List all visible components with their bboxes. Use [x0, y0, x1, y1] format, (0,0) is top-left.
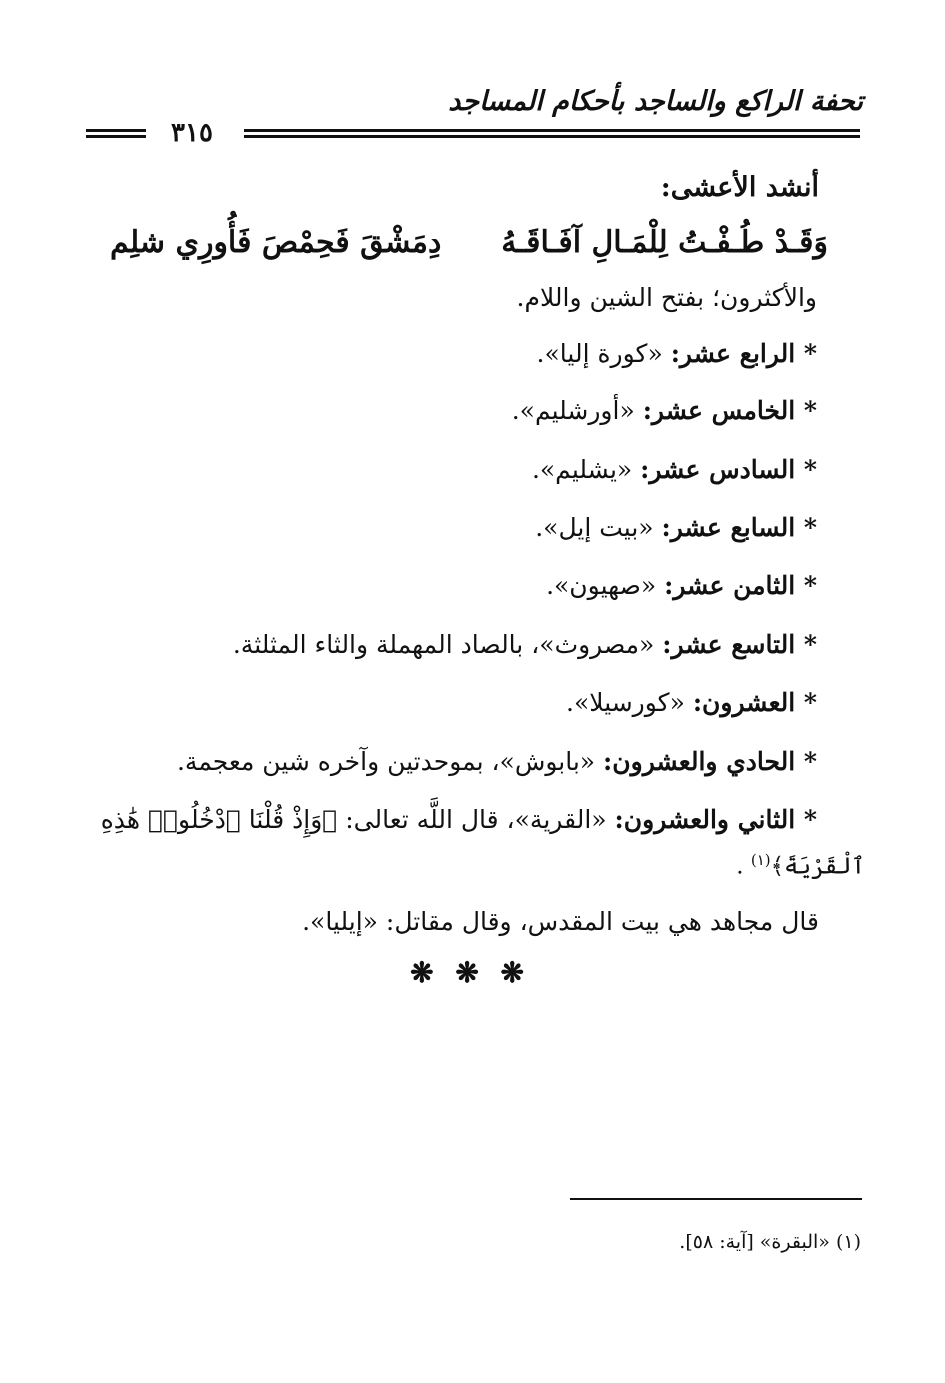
- sentence-end: .: [736, 853, 751, 880]
- verse-second-hemistich: دِمَشْقَ فَحِمْصَ فَأُورِي شلِم: [110, 225, 442, 260]
- list-item-text: «كورة إليا».: [536, 339, 671, 368]
- section-divider-stars: ❋ ❋ ❋: [410, 956, 530, 989]
- list-item: [177, 744, 817, 780]
- list-item-label: * الثاني والعشرون:: [614, 805, 817, 834]
- list-item-text: «بيت إيل».: [535, 513, 662, 542]
- list-item-text: «بابوش»، بموحدتين وآخره شين معجمة.: [176, 747, 604, 776]
- list-item: [101, 802, 817, 838]
- page-number: ٣١٥: [171, 118, 213, 148]
- header-rule-right: [244, 129, 860, 141]
- mujahid-line: قال مجاهد هي بيت المقدس، وقال مقاتل: «إيليا».: [302, 907, 819, 936]
- list-item-label: * الحادي والعشرون:: [603, 747, 817, 776]
- list-item-label: * السابع عشر:: [661, 513, 817, 542]
- list-item-label: * التاسع عشر:: [662, 630, 817, 659]
- running-title: تحفة الراكع والساجد بأحكام المساجد: [448, 86, 863, 117]
- list-item-label: * الرابع عشر:: [670, 339, 817, 368]
- list-item: [566, 685, 817, 721]
- list-item-text: «القرية»، قال اللَّه تعالى: ﴿وَإِذْ قُلْنَا ٱدْخُلُوا۟ هَٰذِهِ: [100, 805, 615, 834]
- list-item-continuation: [736, 842, 865, 885]
- quran-quote-end: ٱلْقَرْيَةَ﴾: [770, 853, 865, 880]
- list-item-label: * السادس عشر:: [640, 455, 817, 484]
- list-item-text: «كورسيلا».: [566, 688, 693, 717]
- list-item-text: «صهيون».: [546, 571, 665, 600]
- list-item-text: «يشليم».: [531, 455, 641, 484]
- list-item-label: * العشرون:: [692, 688, 817, 717]
- list-item-text: «أورشليم».: [511, 396, 643, 425]
- list-item: [537, 336, 817, 372]
- footnote: (١) «البقرة» [آية: ٥٨].: [679, 1231, 861, 1253]
- header-rule-left: [86, 129, 146, 141]
- list-item-label: * الخامس عشر:: [642, 396, 817, 425]
- list-item: [532, 452, 817, 488]
- list-item: [512, 393, 817, 429]
- list-item: [233, 627, 817, 663]
- verse-first-hemistich: وَقَـدْ طُـفْـتُ لِلْمَـالِ آفَـاقَـهُ: [501, 225, 828, 260]
- list-item: [535, 510, 817, 546]
- list-item: [546, 568, 817, 604]
- list-item-label: * الثامن عشر:: [664, 571, 817, 600]
- intro-line: أنشد الأعشى:: [660, 172, 819, 203]
- list-item-text: «مصروث»، بالصاد المهملة والثاء المثلثة.: [232, 630, 663, 659]
- footnote-rule: [570, 1198, 862, 1200]
- footnote-marker: (١): [750, 851, 771, 869]
- after-verse-line: والأكثرون؛ بفتح الشين واللام.: [516, 283, 817, 312]
